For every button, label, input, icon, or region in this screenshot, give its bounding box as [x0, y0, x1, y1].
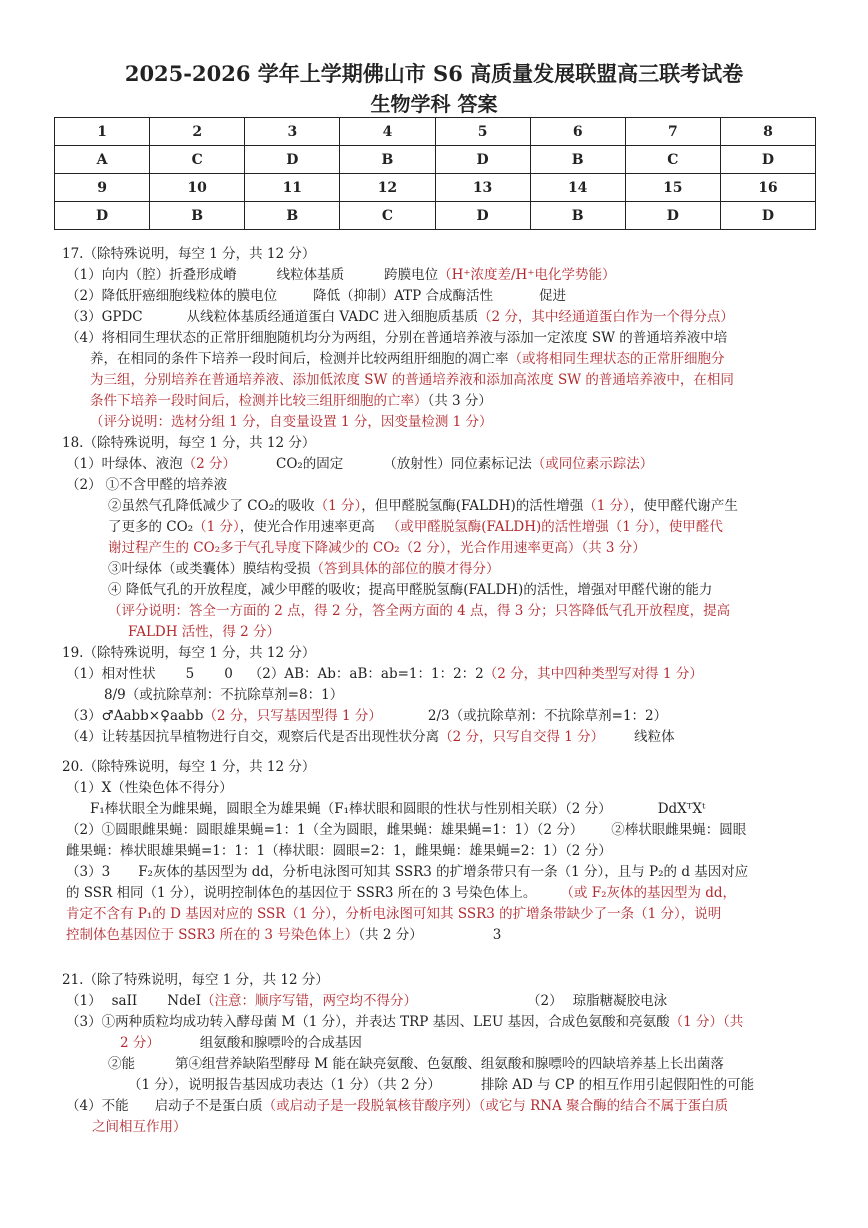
answer-table-number-row: [55, 118, 816, 146]
question-number-cell: 13: [435, 174, 530, 202]
answer-cell: D: [435, 146, 530, 174]
question-17: [62, 244, 822, 433]
q18-line-1: （1）叶绿体、液泡（2 分） CO₂的固定 （放射性）同位素标记法（或同位素示踪法）: [66, 456, 654, 472]
answer-cell: C: [150, 146, 245, 174]
question-20: [62, 757, 822, 946]
answer-cell: D: [720, 146, 815, 174]
q20-line-8: 控制体色基因位于 SSR3 所在的 3 号染色体上）（共 2 分） 3: [66, 927, 502, 943]
answer-cell: B: [150, 202, 245, 230]
q17-line-1: （1）向内（腔）折叠形成嵴 线粒体基质 跨膜电位（H⁺浓度差/H⁺电化学势能）: [66, 267, 616, 283]
q21-line-2: （3）①两种质粒均成功转入酵母菌 M（1 分），并表达 TRP 基因、LEU 基因，合成色氨酸和亮氨酸（1 分）（共: [66, 1014, 744, 1030]
answer-table: [54, 117, 816, 230]
q20-line-2: F₁棒状眼全为雌果蝇，圆眼全为雄果蝇（F₁棒状眼和圆眼的性状与性别相关联）（2 分） DdXᵀXᵗ: [90, 801, 706, 817]
q18-line-7: ④ 降低气孔的开放程度，减少甲醛的吸收；提高甲醛脱氢酶(FALDH)的活性，增强对甲醛代谢的能力: [108, 582, 713, 598]
answer-table-answer-row: [55, 146, 816, 174]
answer-cell: B: [340, 146, 435, 174]
question-number-cell: 9: [55, 174, 150, 202]
q18-line-4: 了更多的 CO₂（1 分），使光合作用速率更高 （或甲醛脱氢酶(FALDH)的活性增强（1 分），使甲醛代: [108, 519, 723, 535]
q20-line-4: 雌果蝇：棒状眼雄果蝇=1：1：1（棒状眼：圆眼=2：1，雌果蝇：雄果蝇=2：1）（2 分）: [66, 843, 612, 859]
q19-line-4: （4）让转基因抗旱植物进行自交，观察后代是否出现性状分离（2 分，只写自交得 1 分） 线粒体: [66, 729, 675, 745]
page-subtitle: 生物学科 答案: [370, 92, 498, 116]
q18-line-2: （2） ①不含甲醛的培养液: [66, 477, 228, 493]
q18-scoring-note-2: FALDH 活性，得 2 分）: [128, 624, 280, 640]
q17-line-6: 为三组，分别培养在普通培养液、添加低浓度 SW 的普通培养液和添加高浓度 SW 的普通培养液中，在相同: [90, 372, 734, 388]
answer-cell: D: [245, 146, 340, 174]
q17-line-3: （3）GPDC 从线粒体基质经通道蛋白 VADC 进入细胞质基质（2 分，其中经通道蛋白作为一个得分点）: [66, 309, 734, 325]
answer-table-number-row: [55, 174, 816, 202]
q19-header: 19.（除特殊说明，每空 1 分，共 12 分）: [62, 645, 316, 661]
q20-line-6: 的 SSR 相同（1 分），说明控制体色的基因位于 SSR3 所在的 3 号染色体上。 （或 F₂灰体的基因型为 dd，: [66, 885, 737, 901]
question-number-cell: 7: [625, 118, 720, 146]
answer-cell: B: [530, 202, 625, 230]
answer-cell: A: [55, 146, 150, 174]
q18-header: 18.（除特殊说明，每空 1 分，共 12 分）: [62, 435, 316, 451]
page-title: 2025-2026 学年上学期佛山市 S6 高质量发展联盟高三联考试卷: [124, 61, 744, 86]
question-21: [62, 970, 822, 1138]
question-19: [62, 643, 822, 748]
answer-cell: D: [720, 202, 815, 230]
question-number-cell: 12: [340, 174, 435, 202]
question-number-cell: 11: [245, 174, 340, 202]
q20-header: 20.（除特殊说明，每空 1 分，共 12 分）: [62, 759, 316, 775]
answer-cell: B: [245, 202, 340, 230]
q19-line-2: 8/9（或抗除草剂：不抗除草剂=8：1）: [104, 687, 344, 703]
question-number-cell: 8: [720, 118, 815, 146]
q20-line-3: （2）①圆眼雌果蝇：圆眼雄果蝇=1：1（全为圆眼，雌果蝇：雄果蝇=1：1）（2 分） ②棒状眼雌果蝇：圆眼: [66, 822, 747, 838]
answer-cell: D: [55, 202, 150, 230]
q17-line-4: （4）将相同生理状态的正常肝细胞随机均分为两组，分别在普通培养液与添加一定浓度 SW 的普通培养液中培: [66, 330, 728, 346]
q21-line-4: ②能 第④组营养缺陷型酵母 M 能在缺亮氨酸、色氨酸、组氨酸和腺嘌呤的四缺培养基上长出菌落: [108, 1056, 724, 1072]
q18-line-3: ②虽然气孔降低减少了 CO₂的吸收（1 分），但甲醛脱氢酶(FALDH)的活性增强（1 分），使甲醛代谢产生: [108, 498, 738, 514]
q21-line-5: （1 分），说明报告基因成功表达（1 分）（共 2 分） 排除 AD 与 CP 的相互作用引起假阳性的可能: [128, 1077, 755, 1093]
answer-cell: D: [435, 202, 530, 230]
question-number-cell: 3: [245, 118, 340, 146]
q19-line-3: （3）♂Aabb×♀aabb（2 分，只写基因型得 1 分） 2/3（或抗除草剂：不抗除草剂=1：2）: [66, 708, 668, 724]
question-number-cell: 5: [435, 118, 530, 146]
q17-line-2: （2）降低肝癌细胞线粒体的膜电位 降低（抑制）ATP 合成酶活性 促进: [66, 288, 566, 304]
answer-table-answer-row: [55, 202, 816, 230]
question-number-cell: 1: [55, 118, 150, 146]
question-number-cell: 2: [150, 118, 245, 146]
q21-header: 21.（除了特殊说明，每空 1 分，共 12 分）: [62, 972, 329, 988]
question-number-cell: 14: [530, 174, 625, 202]
question-number-cell: 4: [340, 118, 435, 146]
q17-line-5: 养，在相同的条件下培养一段时间后，检测并比较两组肝细胞的凋亡率（或将相同生理状态的正常肝细胞分: [90, 351, 725, 367]
q21-line-3: 2 分） 组氨酸和腺嘌呤的合成基因: [120, 1035, 362, 1051]
question-number-cell: 16: [720, 174, 815, 202]
q18-line-5: 谢过程产生的 CO₂多于气孔导度下降减少的 CO₂（2 分），光合作用速率更高）（共 3 分）: [108, 540, 646, 556]
q18-line-6: ③叶绿体（或类囊体）膜结构受损（答到具体的部位的膜才得分）: [108, 561, 500, 577]
q17-line-7: 条件下培养一段时间后，检测并比较三组肝细胞的亡率）（共 3 分）: [90, 393, 492, 409]
q20-line-7: 肯定不含有 P₁的 D 基因对应的 SSR（1 分），分析电泳图可知其 SSR3 的扩增条带缺少了一条（1 分），说明: [66, 906, 722, 922]
q17-header: 17.（除特殊说明，每空 1 分，共 12 分）: [62, 246, 316, 262]
q17-scoring-note: （评分说明：选材分组 1 分，自变量设置 1 分，因变量检测 1 分）: [90, 414, 493, 430]
question-number-cell: 10: [150, 174, 245, 202]
question-number-cell: 15: [625, 174, 720, 202]
q19-line-1: （1）相对性状 5 0 （2）AB：Ab：aB：ab=1：1：2：2（2 分，其中四种类型写对得 1 分）: [66, 666, 703, 682]
q18-scoring-note-1: （评分说明：答全一方面的 2 点，得 2 分，答全两方面的 4 点，得 3 分；只答降低气孔开放程度，提高: [108, 603, 731, 619]
question-number-cell: 6: [530, 118, 625, 146]
answer-cell: C: [625, 146, 720, 174]
answer-cell: C: [340, 202, 435, 230]
q21-line-1: （1） saII NdeI（注意：顺序写错，两空均不得分） （2） 琼脂糖凝胶电泳: [66, 993, 668, 1009]
answer-cell: D: [625, 202, 720, 230]
q20-line-5: （3）3 F₂灰体的基因型为 dd，分析电泳图可知其 SSR3 的扩增条带只有一条（1 分），且与 P₂的 d 基因对应: [66, 864, 749, 880]
q20-line-1: （1）X（性染色体不得分）: [66, 780, 233, 796]
answer-cell: B: [530, 146, 625, 174]
question-18: [62, 433, 822, 643]
q21-line-6: （4）不能 启动子不是蛋白质（或启动子是一段脱氧核苷酸序列）（或它与 RNA 聚合酶的结合不属于蛋白质: [66, 1098, 729, 1114]
q21-line-7: 之间相互作用）: [92, 1119, 187, 1135]
